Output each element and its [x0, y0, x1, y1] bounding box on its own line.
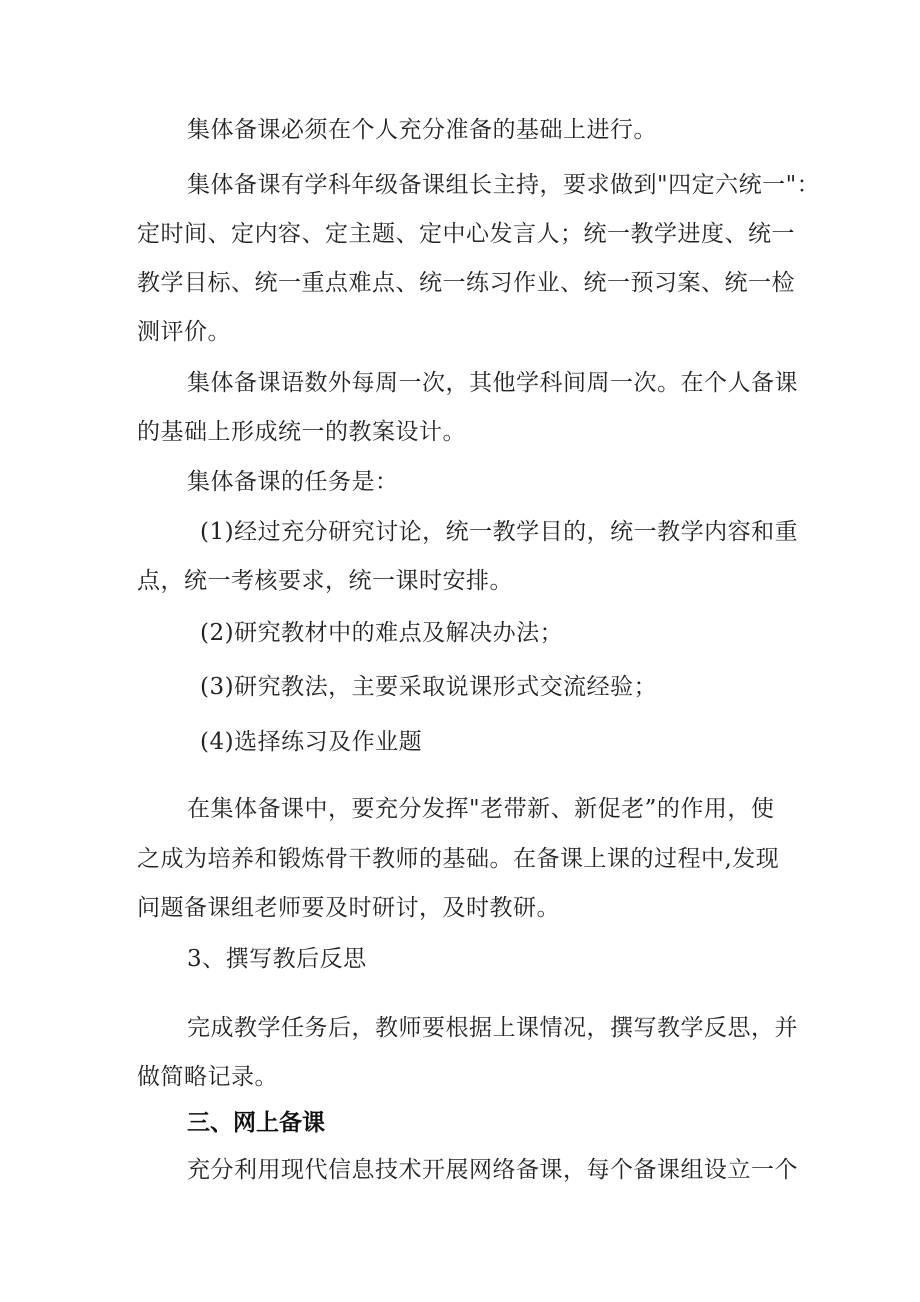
- paragraph-11-line-1: 完成教学任务后，教师要根据上课情况，撰写教学反思，并: [187, 1015, 798, 1041]
- paragraph-10-line-1: 3、撰写教后反思: [187, 946, 367, 972]
- paragraph-2-line-2: 定时间、定内容、定主题、定中心发言人；统一教学进度、统一: [137, 221, 795, 247]
- paragraph-3-line-1: 集体备课语数外每周一次，其他学科间周一次。在个人备课: [187, 370, 798, 396]
- section-heading: 三、网上备课: [187, 1110, 325, 1136]
- paragraph-9-line-2: 之成为培养和锻炼骨干教师的基础。在备课上课的过程中,发现: [137, 846, 780, 872]
- paragraph-2-line-4: 测评价。: [137, 319, 231, 345]
- paragraph-7-line-1: (3)研究教法，主要采取说课形式交流经验；: [200, 674, 658, 700]
- paragraph-2-line-3: 教学目标、统一重点难点、统一练习作业、统一预习案、统一检: [137, 270, 795, 296]
- paragraph-1-line-1: 集体备课必须在个人充分准备的基础上进行。: [187, 117, 657, 143]
- paragraph-6-line-1: (2)研究教材中的难点及解决办法；: [200, 620, 564, 646]
- paragraph-3-line-2: 的基础上形成统一的教案设计。: [137, 419, 466, 445]
- paragraph-4-line-1: 集体备课的任务是：: [187, 469, 399, 495]
- paragraph-12-line-1: 充分利用现代信息技术开展网络备课，每个备课组设立一个: [187, 1157, 798, 1183]
- paragraph-11-line-2: 做简略记录。: [137, 1064, 278, 1090]
- paragraph-5-line-1: (1)经过充分研究讨论，统一教学目的，统一教学内容和重: [200, 519, 799, 545]
- paragraph-2-line-1: 集体备课有学科年级备课组长主持，要求做到"四定六统一"：: [187, 172, 821, 198]
- paragraph-5-line-2: 点，统一考核要求，统一课时安排。: [137, 568, 513, 594]
- paragraph-9-line-1: 在集体备课中，要充分发挥"老带新、新促老”的作用，使: [187, 796, 775, 822]
- paragraph-8-line-1: (4)选择练习及作业题: [200, 729, 423, 755]
- paragraph-9-line-3: 问题备课组老师要及时研讨，及时教研。: [137, 895, 560, 921]
